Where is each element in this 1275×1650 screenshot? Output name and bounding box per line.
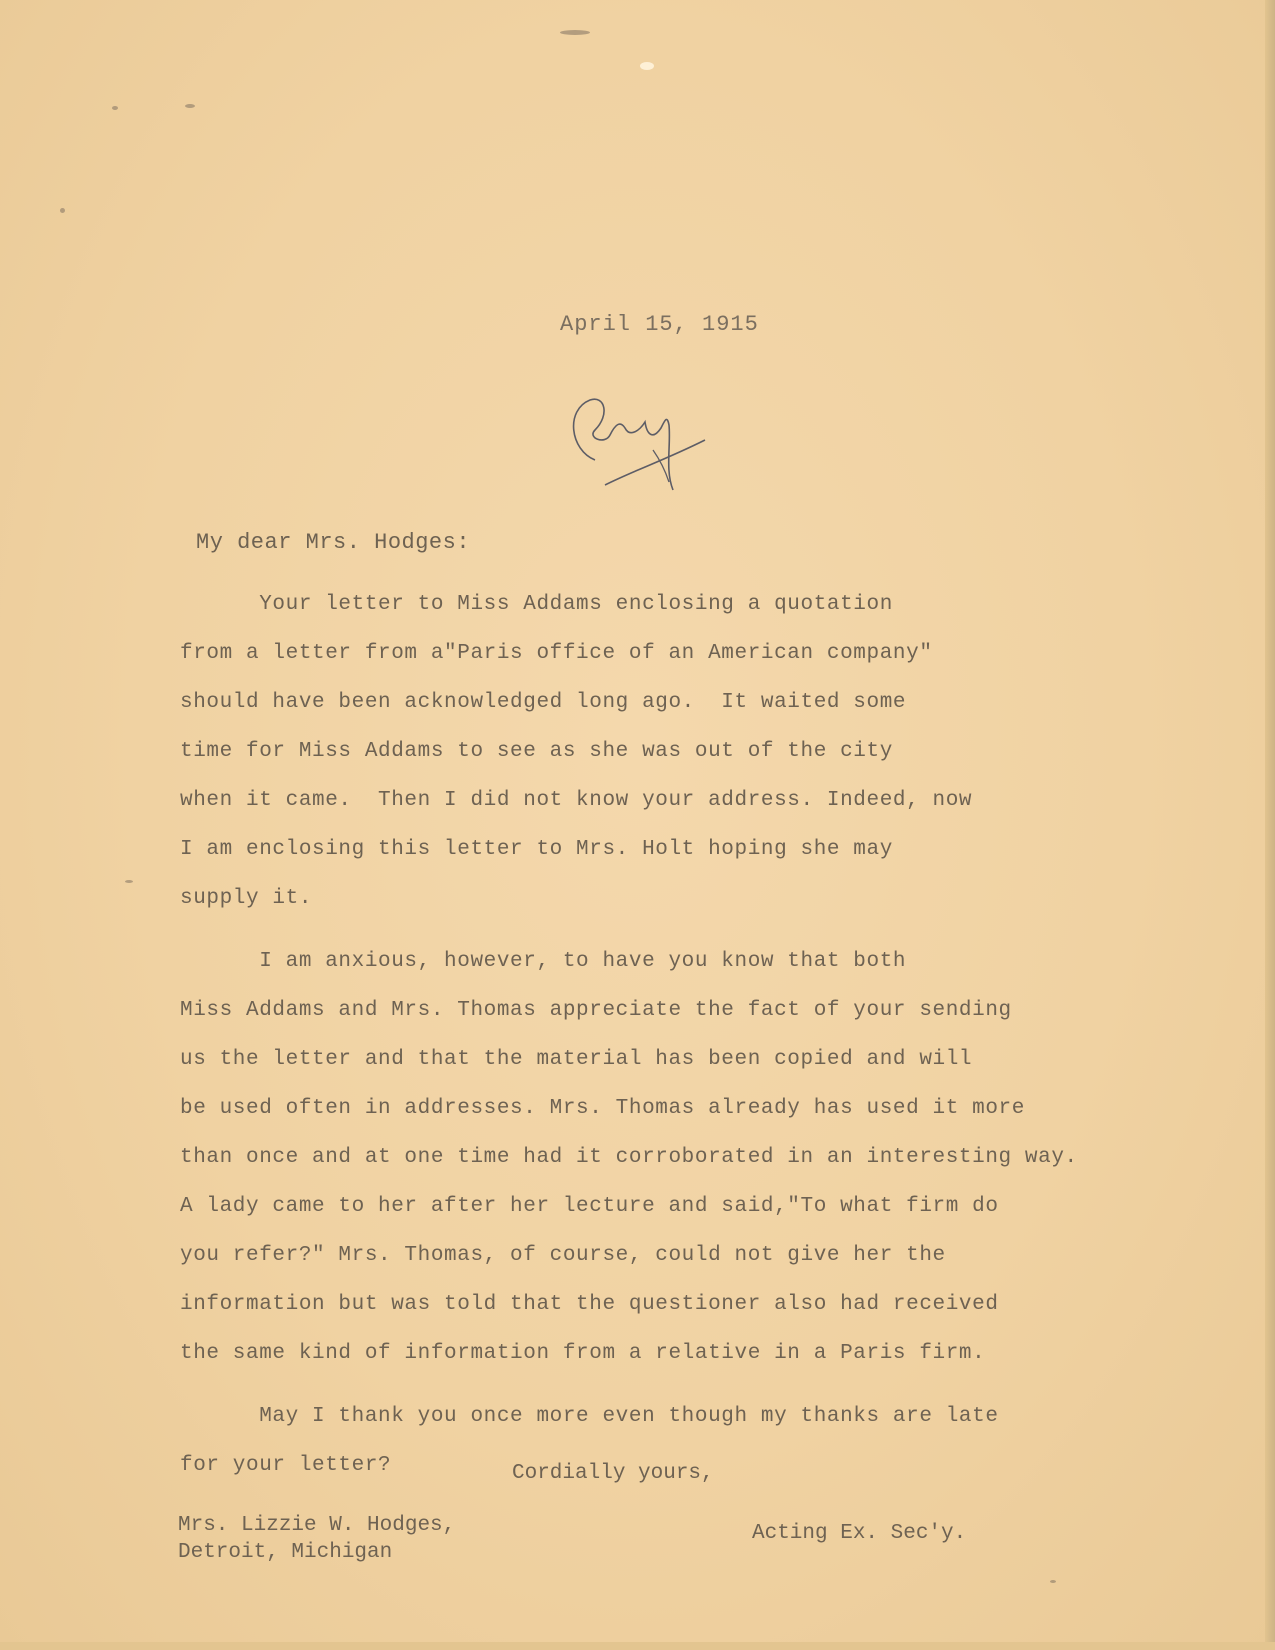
body-line: Your letter to Miss Addams enclosing a quotation bbox=[180, 593, 893, 616]
body-line: when it came. Then I did not know your address. Indeed, now bbox=[180, 789, 973, 812]
paper-speck bbox=[560, 30, 590, 35]
body-line: you refer?" Mrs. Thomas, of course, could not give her the bbox=[180, 1244, 946, 1267]
recipient-city: Detroit, Michigan bbox=[178, 1541, 393, 1564]
recipient-block bbox=[178, 1512, 455, 1566]
body-line: I am anxious, however, to have you know that both bbox=[180, 950, 907, 973]
paper-speck bbox=[1050, 1580, 1056, 1583]
body-line: be used often in addresses. Mrs. Thomas already has used it more bbox=[180, 1097, 1025, 1120]
body-line: Miss Addams and Mrs. Thomas appreciate the fact of your sending bbox=[180, 999, 1012, 1022]
closing: Cordially yours, bbox=[512, 1462, 714, 1485]
paper-speck bbox=[125, 880, 133, 883]
body-line: from a letter from a"Paris office of an American company" bbox=[180, 642, 933, 665]
body-line: should have been acknowledged long ago. It waited some bbox=[180, 691, 907, 714]
signer-title: Acting Ex. Sec'y. bbox=[752, 1522, 967, 1545]
paper-speck bbox=[185, 104, 195, 108]
paper-speck bbox=[640, 62, 654, 70]
handwritten-initials bbox=[565, 390, 725, 500]
salutation: My dear Mrs. Hodges: bbox=[196, 530, 471, 555]
body-line: than once and at one time had it corroborated in an interesting way. bbox=[180, 1146, 1078, 1169]
body-line: time for Miss Addams to see as she was out of the city bbox=[180, 740, 893, 763]
paper-edge bbox=[1265, 0, 1275, 1650]
paper-speck bbox=[60, 208, 65, 213]
body-line: A lady came to her after her lecture and said,"To what firm do bbox=[180, 1195, 999, 1218]
body-line: May I thank you once more even though my thanks are late bbox=[180, 1405, 999, 1428]
body-line: for your letter? bbox=[180, 1454, 392, 1477]
letter-body bbox=[180, 580, 1190, 1490]
paper-bottom-edge bbox=[0, 1642, 1275, 1650]
body-line: information but was told that the questioner also had received bbox=[180, 1293, 999, 1316]
paper-speck bbox=[112, 106, 118, 110]
body-line: the same kind of information from a relative in a Paris firm. bbox=[180, 1342, 986, 1365]
body-line: I am enclosing this letter to Mrs. Holt hoping she may bbox=[180, 838, 893, 861]
body-line: supply it. bbox=[180, 887, 313, 910]
recipient-name: Mrs. Lizzie W. Hodges, bbox=[178, 1514, 456, 1537]
body-line: us the letter and that the material has been copied and will bbox=[180, 1048, 973, 1071]
letter-date: April 15, 1915 bbox=[560, 312, 759, 337]
